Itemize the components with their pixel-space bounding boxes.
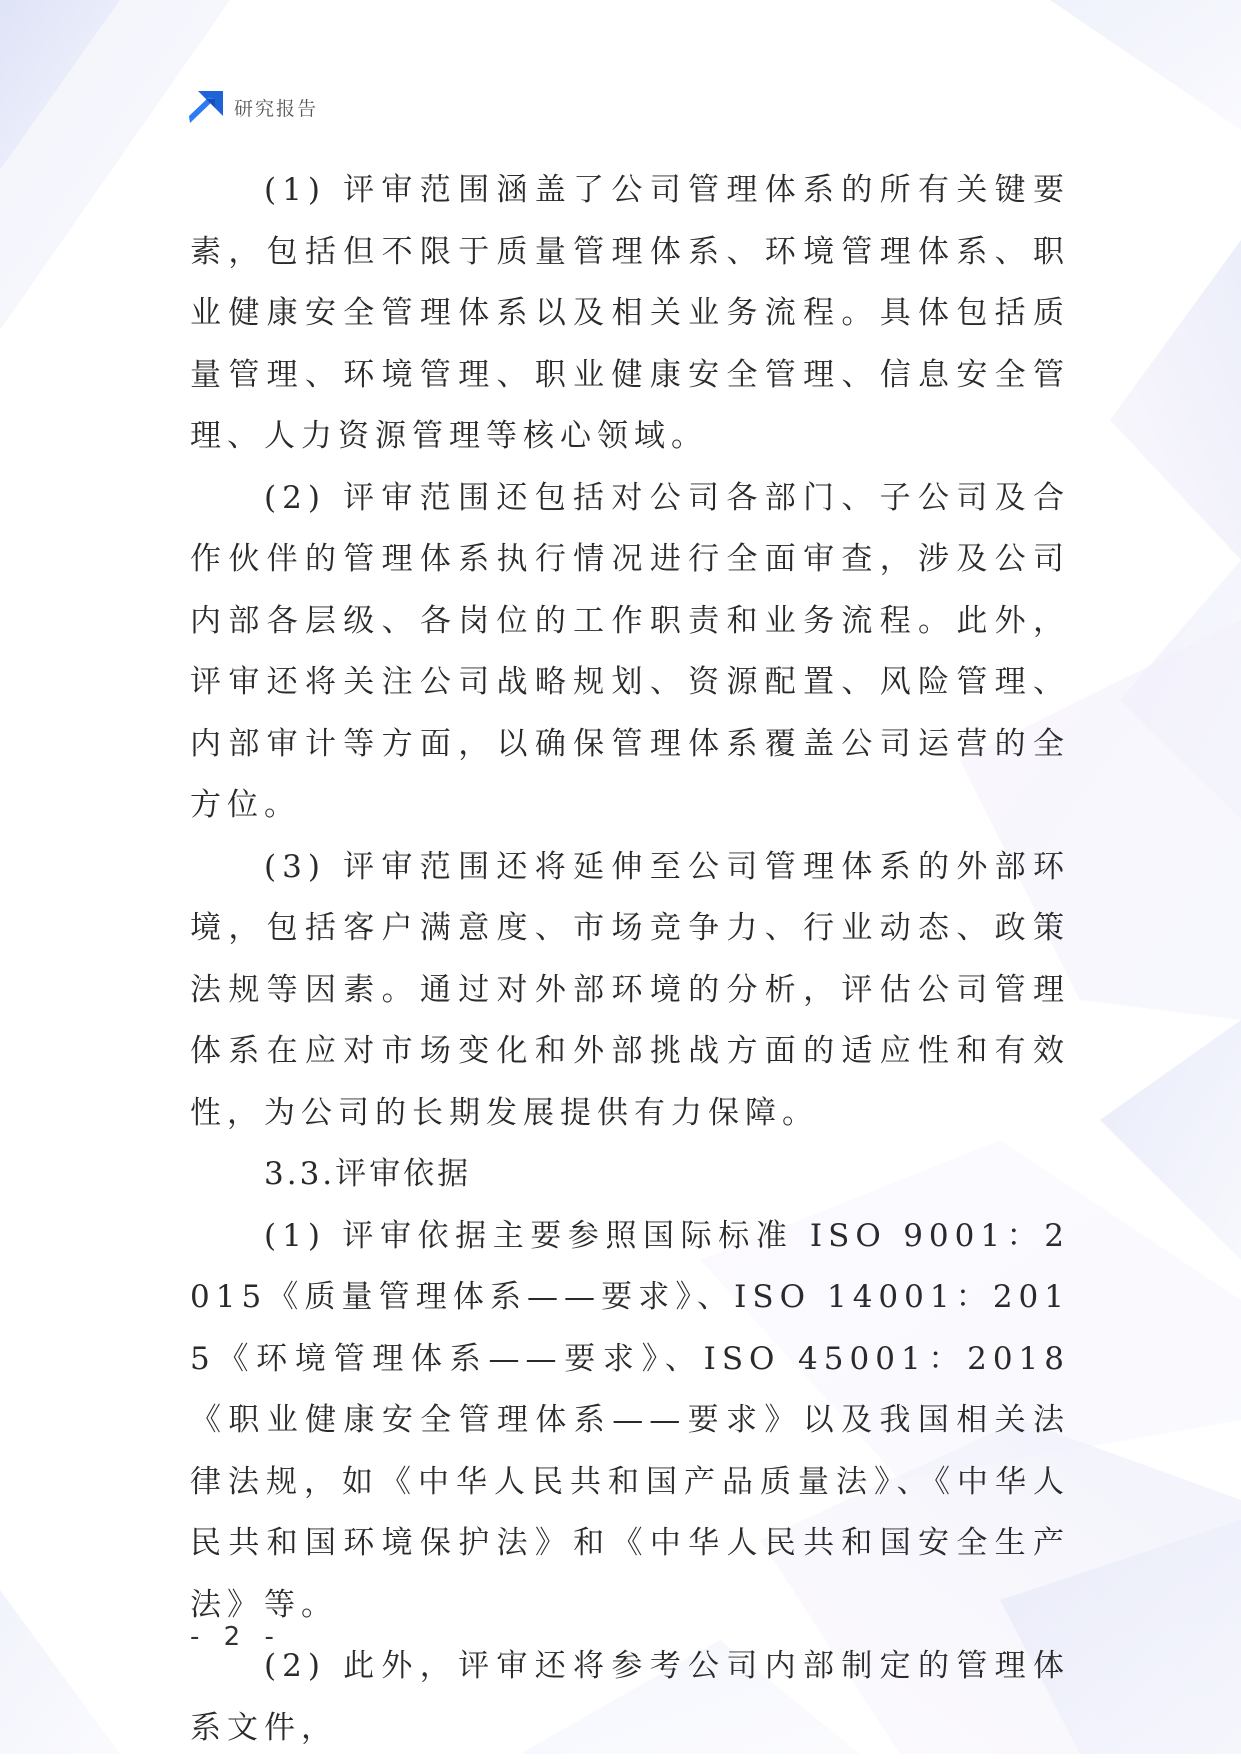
basis-paragraph-1: (1) 评审依据主要参照国际标准 ISO 9001：2015《质量管理体系——要求》、ISO 14001：2015《环境管理体系——要求》、ISO 45001：2018《职业健康安全管理体系——要求》以及我国相关法律法规，如《中华人民共和国产品质量法》、《中华人民共和国环境保护法》和《中华人民共和国安全生产法》等。: [190, 1217, 1070, 1623]
scope-paragraph-3: (3) 评审范围还将延伸至公司管理体系的外部环境，包括客户满意度、市场竞争力、行业动态、政策法规等因素。通过对外部环境的分析，评估公司管理体系在应对市场变化和外部挑战方面的适应性和有效性，为公司的长期发展提供有力保障。: [190, 848, 1070, 1131]
page-header: [188, 90, 318, 124]
scope-paragraph-1: (1) 评审范围涵盖了公司管理体系的所有关键要素，包括但不限于质量管理体系、环境管理体系、职业健康安全管理体系以及相关业务流程。具体包括质量管理、环境管理、职业健康安全管理、信息安全管理、人力资源管理等核心领域。: [190, 172, 1070, 454]
arrow-up-right-icon: [188, 90, 224, 124]
basis-paragraph-2: (2) 此外，评审还将参考公司内部制定的管理体系文件，: [190, 1648, 1070, 1746]
report-title: 研究报告: [234, 97, 319, 120]
page-number: - 2 -: [190, 1622, 282, 1652]
section-heading: 3.3.评审依据: [264, 1156, 472, 1192]
document-body: [190, 160, 1070, 1759]
scope-paragraph-2: (2) 评审范围还包括对公司各部门、子公司及合作伙伴的管理体系执行情况进行全面审查，涉及公司内部各层级、各岗位的工作职责和业务流程。此外，评审还将关注公司战略规划、资源配置、风险管理、内部审计等方面，以确保管理体系覆盖公司运营的全方位。: [190, 479, 1070, 823]
